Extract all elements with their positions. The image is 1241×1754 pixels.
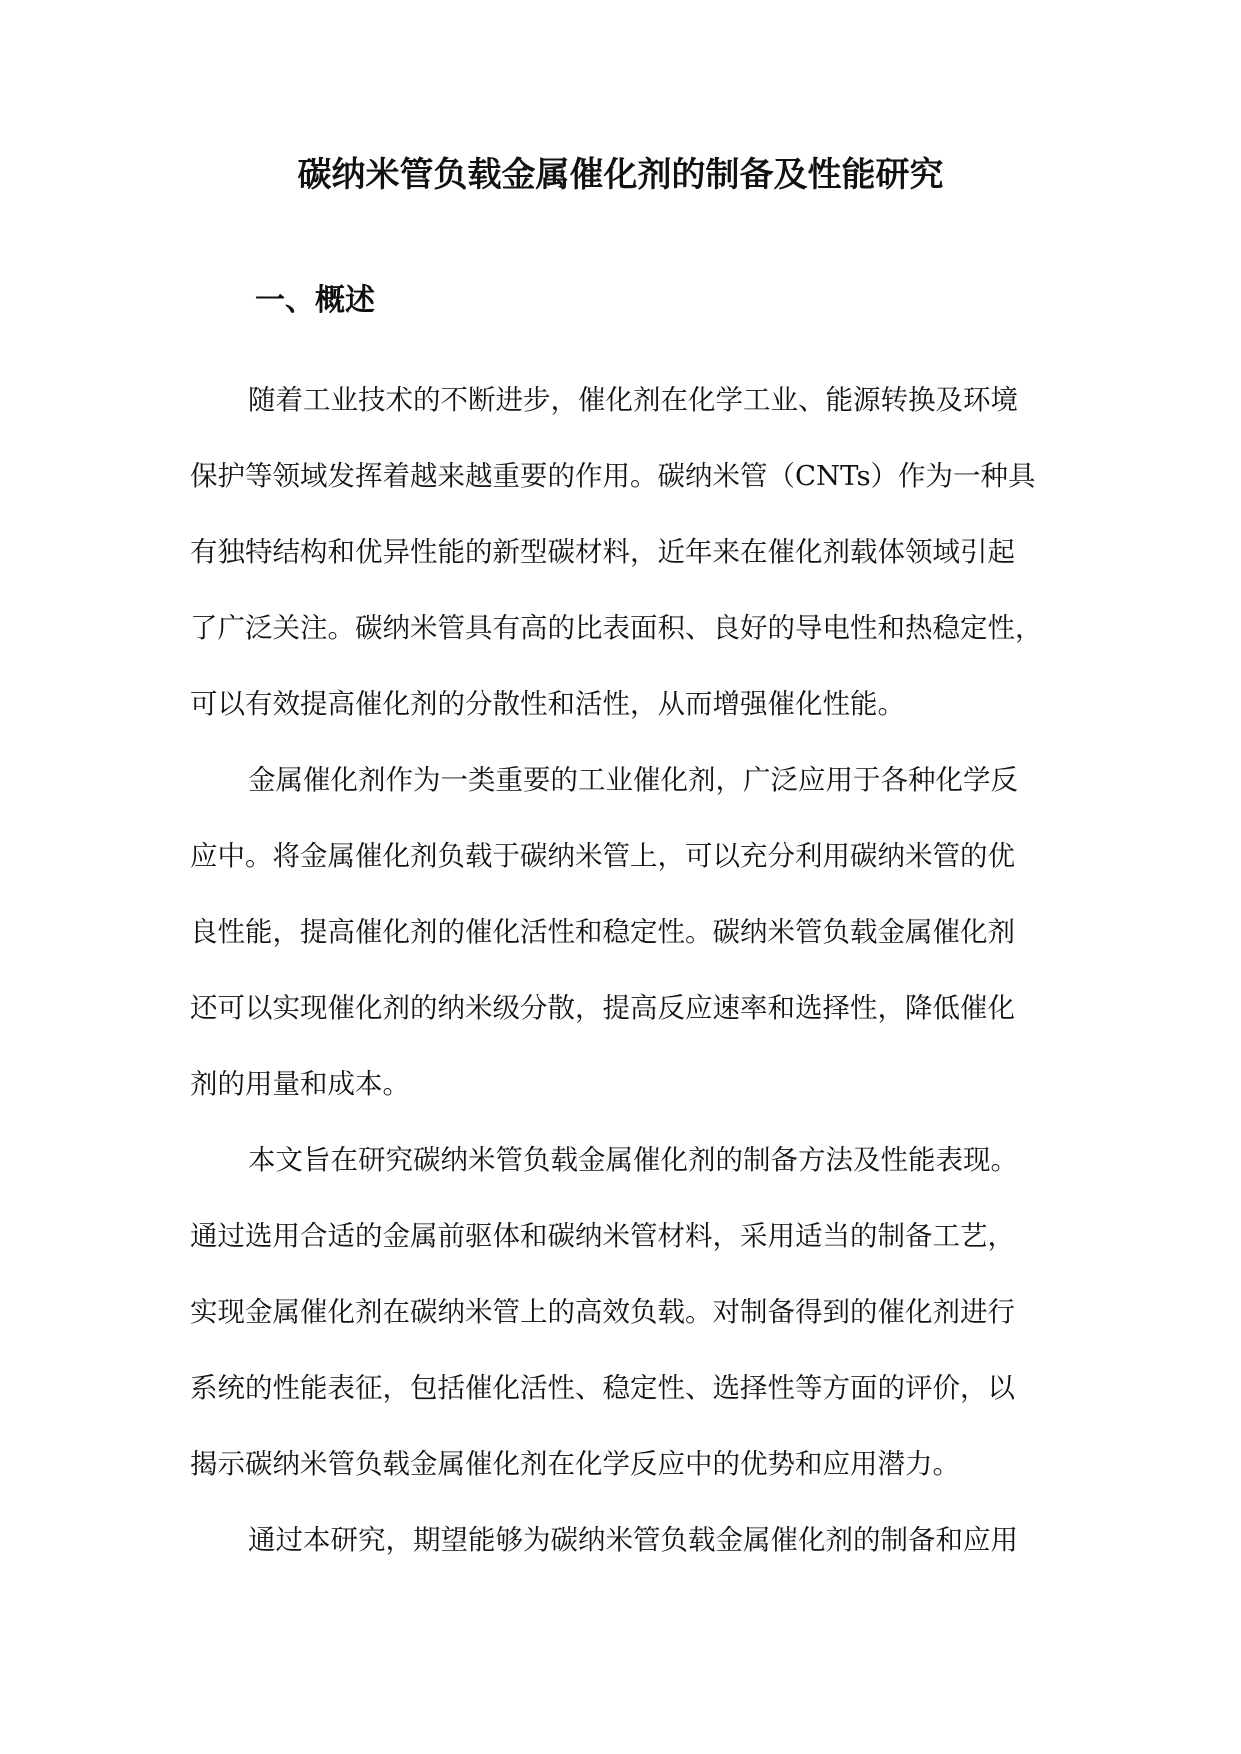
paragraph-3-line-4: 系统的性能表征，包括催化活性、稳定性、选择性等方面的评价，以 [190, 1372, 1015, 1404]
paragraph-2-line-1: 金属催化剂作为一类重要的工业催化剂，广泛应用于各种化学反 [248, 764, 1018, 796]
paragraph-3-line-3: 实现金属催化剂在碳纳米管上的高效负载。对制备得到的催化剂进行 [190, 1296, 1015, 1328]
paragraph-1-line-4: 了广泛关注。碳纳米管具有高的比表面积、良好的导电性和热稳定性， [190, 612, 1043, 644]
paragraph-2-line-4: 还可以实现催化剂的纳米级分散，提高反应速率和选择性，降低催化 [190, 992, 1015, 1024]
body-text [190, 362, 1052, 1578]
paragraph-1-line-2: 保护等领域发挥着越来越重要的作用。碳纳米管（CNTs）作为一种具 [190, 460, 1036, 492]
document-title: 碳纳米管负载金属催化剂的制备及性能研究 [297, 155, 944, 195]
paragraph-2-line-3: 良性能，提高催化剂的催化活性和稳定性。碳纳米管负载金属催化剂 [190, 916, 1015, 948]
paragraph-1-line-3: 有独特结构和优异性能的新型碳材料，近年来在催化剂载体领域引起 [190, 536, 1015, 568]
paragraph-3-line-1: 本文旨在研究碳纳米管负载金属催化剂的制备方法及性能表现。 [248, 1144, 1018, 1176]
paragraph-4-line-1: 通过本研究，期望能够为碳纳米管负载金属催化剂的制备和应用 [248, 1524, 1018, 1556]
paragraph-2-line-5: 剂的用量和成本。 [190, 1068, 410, 1100]
section-heading: 一、概述 [255, 283, 375, 318]
paragraph-3-line-2: 通过选用合适的金属前驱体和碳纳米管材料，采用适当的制备工艺， [190, 1220, 1015, 1252]
paragraph-1-line-1: 随着工业技术的不断进步，催化剂在化学工业、能源转换及环境 [248, 384, 1018, 416]
paragraph-3-line-5: 揭示碳纳米管负载金属催化剂在化学反应中的优势和应用潜力。 [190, 1448, 960, 1480]
paragraph-1-line-5: 可以有效提高催化剂的分散性和活性，从而增强催化性能。 [190, 688, 905, 720]
paragraph-2-line-2: 应中。将金属催化剂负载于碳纳米管上，可以充分利用碳纳米管的优 [190, 840, 1015, 872]
